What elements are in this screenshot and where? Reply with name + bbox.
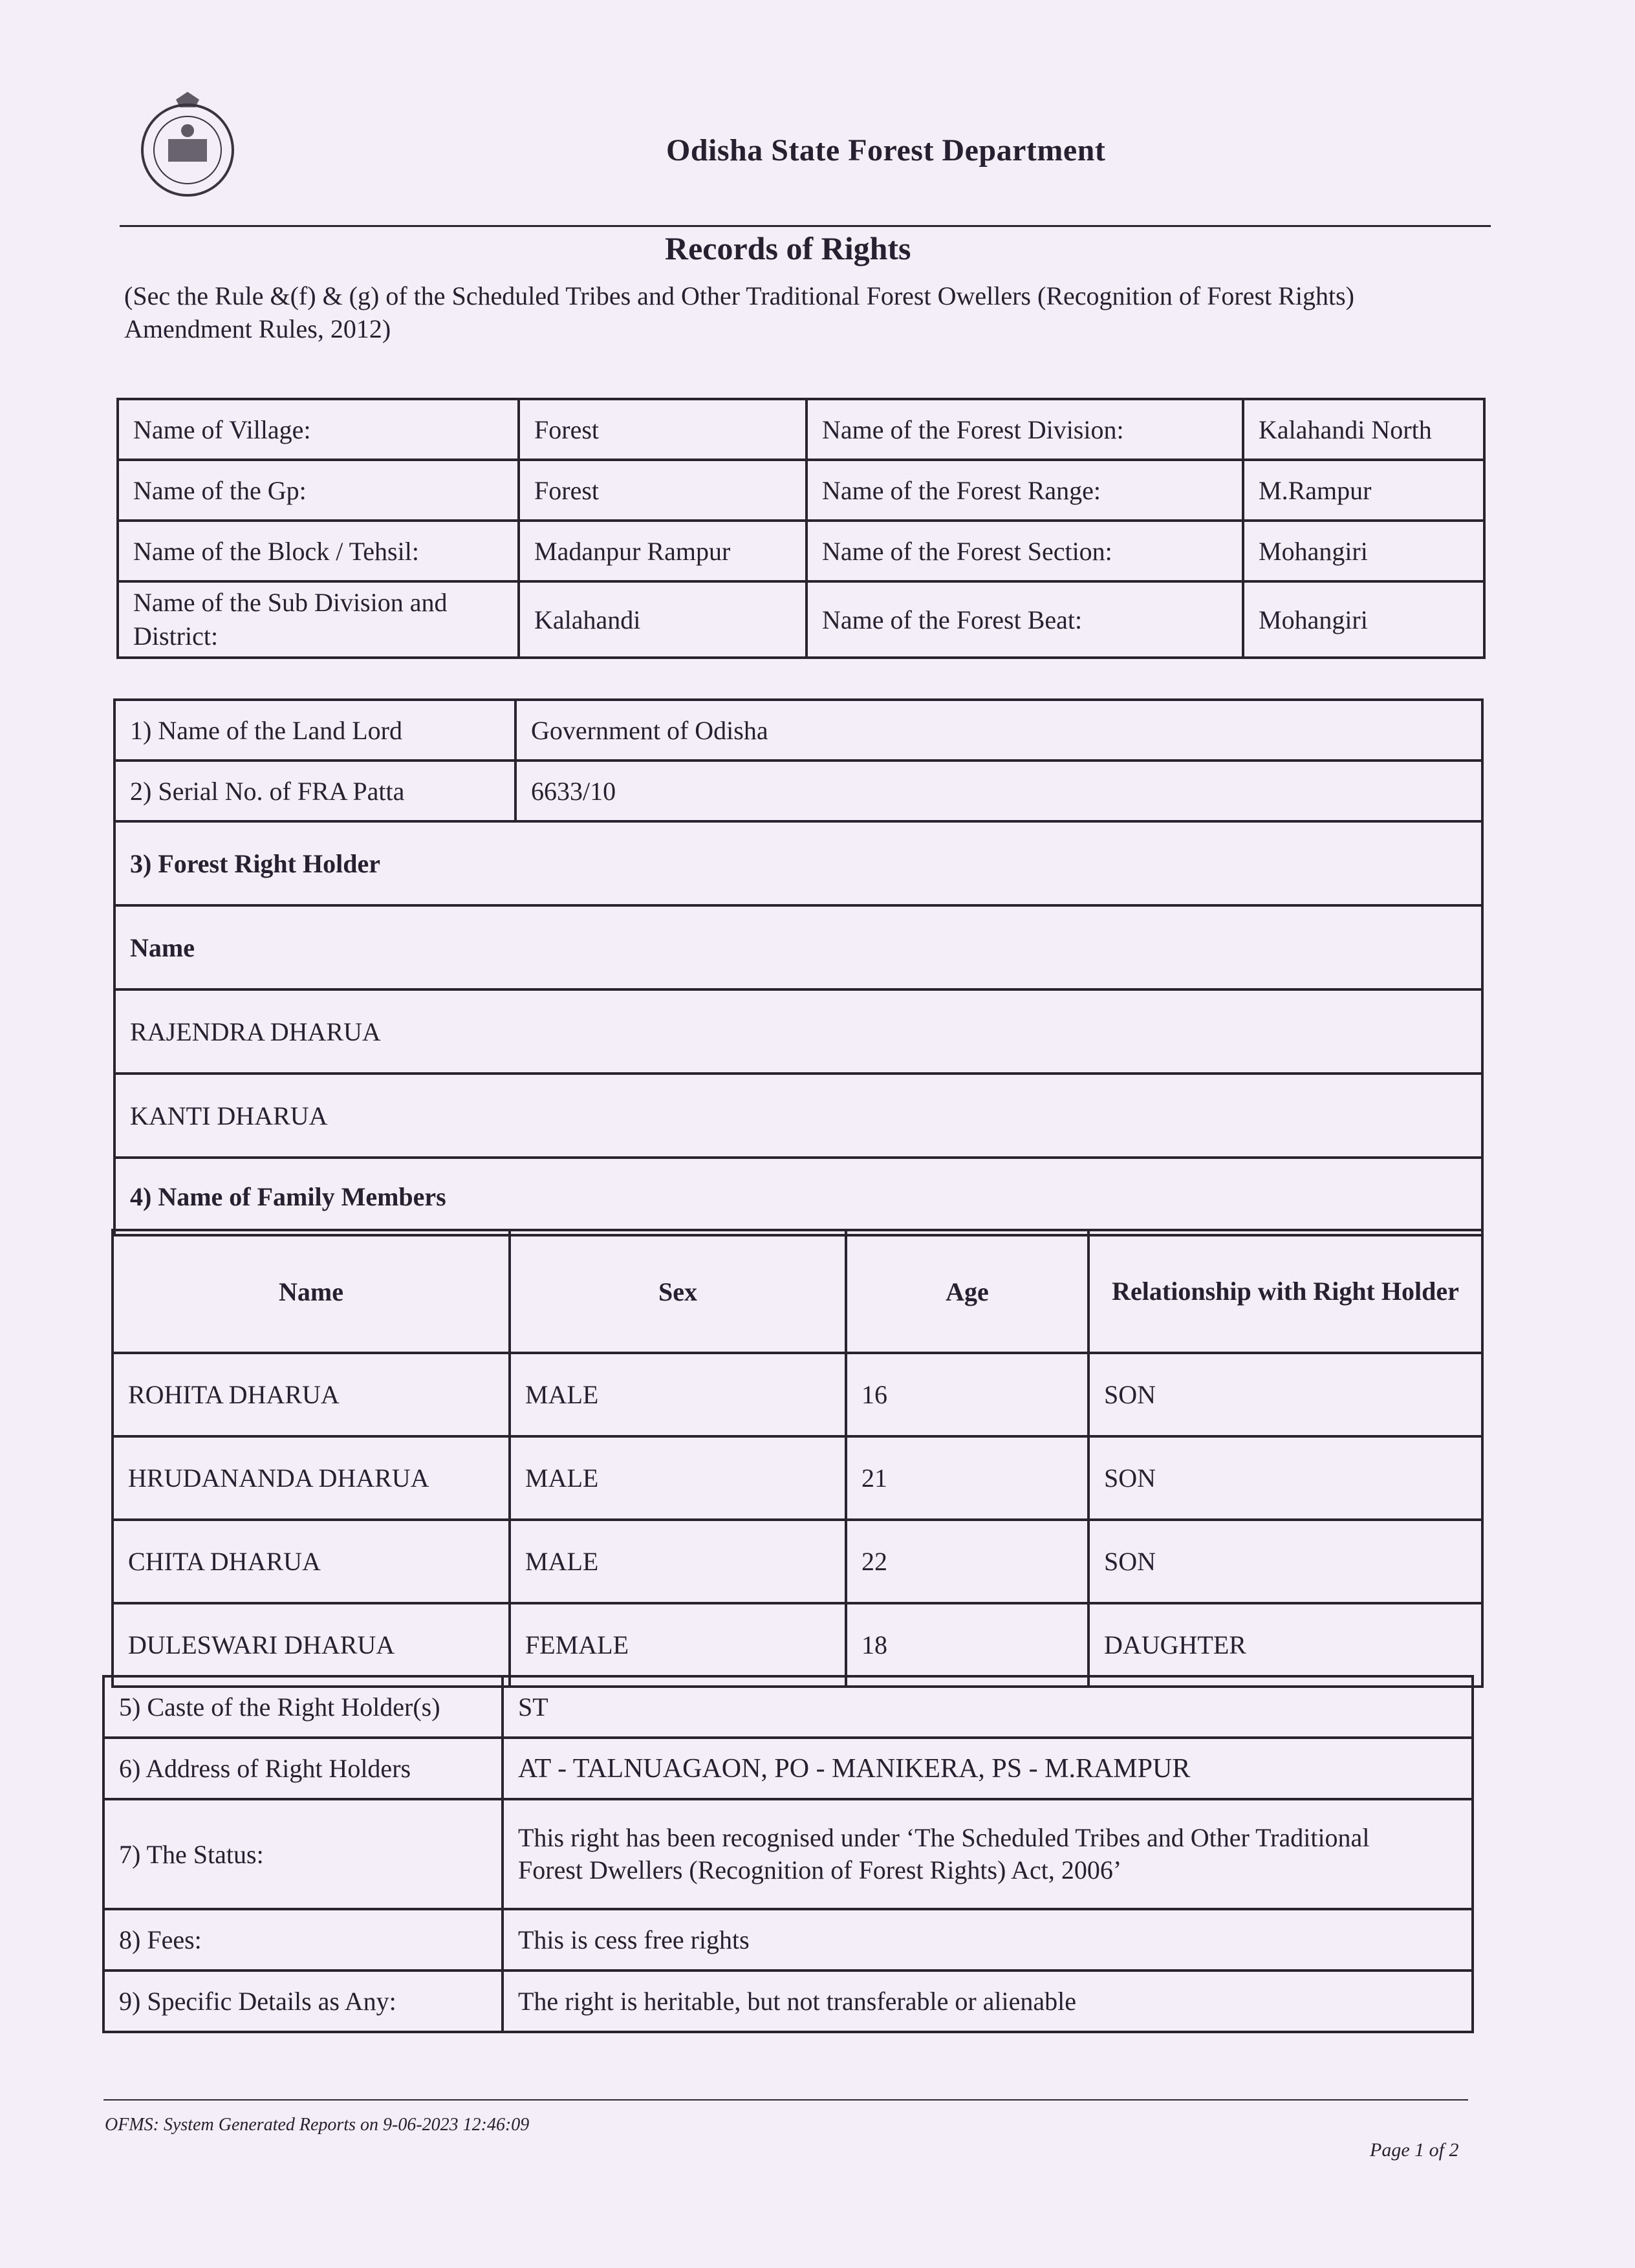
family-members-heading: 4) Name of Family Members: [114, 1158, 1482, 1235]
village-label: Name of Village:: [118, 399, 519, 460]
family-members-table: [111, 1229, 1484, 1688]
table-row: [118, 521, 1484, 581]
member-name: CHITA DHARUA: [113, 1520, 510, 1603]
holder-name-header: Name: [114, 905, 1482, 989]
caste-label: 5) Caste of the Right Holder(s): [103, 1676, 503, 1738]
table-row: [113, 1520, 1482, 1603]
table-row: [114, 700, 1482, 761]
table-row: [113, 1436, 1482, 1520]
document-title: Records of Rights: [665, 230, 911, 266]
table-row: [103, 1909, 1473, 1971]
district-value: Kalahandi: [519, 581, 807, 658]
document-subtitle: (Sec the Rule &(f) & (g) of the Scheduled Tribes and Other Traditional Forest Owellers (Recognition of Forest Rights) Amendment Rules, 2012): [124, 281, 1354, 343]
table-row: [113, 1230, 1482, 1353]
table-row: [118, 581, 1484, 658]
member-name: DULESWARI DHARUA: [113, 1603, 510, 1687]
member-sex: MALE: [510, 1436, 846, 1520]
specific-details-value: The right is heritable, but not transferable or alienable: [503, 1971, 1473, 2032]
caste-value: ST: [503, 1676, 1473, 1738]
block-label: Name of the Block / Tehsil:: [118, 521, 519, 581]
table-row: [103, 1738, 1473, 1799]
table-row: [114, 989, 1482, 1074]
member-relation: SON: [1088, 1520, 1482, 1603]
member-age: 16: [846, 1353, 1088, 1436]
location-table: [116, 398, 1486, 659]
column-header-age: Age: [846, 1230, 1088, 1353]
holder-table: [113, 698, 1484, 1237]
address-label: 6) Address of Right Holders: [103, 1738, 503, 1799]
table-row: [114, 905, 1482, 989]
village-value: Forest: [519, 399, 807, 460]
patta-label: 2) Serial No. of FRA Patta: [114, 761, 515, 821]
patta-value: 6633/10: [515, 761, 1482, 821]
department-title: Odisha State Forest Department: [666, 133, 1106, 167]
status-value: This right has been recognised under ‘The Scheduled Tribes and Other Traditional Forest Dwellers (Recognition of Forest Rights) Act, 2006’: [503, 1799, 1473, 1909]
forest-beat-label: Name of the Forest Beat:: [807, 581, 1243, 658]
forest-beat-value: Mohangiri: [1243, 581, 1484, 658]
table-row: [113, 1603, 1482, 1687]
column-header-relationship: Relationship with Right Holder: [1088, 1230, 1482, 1353]
member-relation: SON: [1088, 1353, 1482, 1436]
forest-section-label: Name of the Forest Section:: [807, 521, 1243, 581]
forest-division-value: Kalahandi North: [1243, 399, 1484, 460]
forest-range-label: Name of the Forest Range:: [807, 460, 1243, 521]
member-relation: DAUGHTER: [1088, 1603, 1482, 1687]
gp-value: Forest: [519, 460, 807, 521]
page-number: Page 1 of 2: [1370, 2139, 1459, 2161]
details-table: [102, 1675, 1474, 2033]
footer-divider: [103, 2099, 1468, 2101]
holder-name-2: KANTI DHARUA: [114, 1074, 1482, 1158]
forest-division-label: Name of the Forest Division:: [807, 399, 1243, 460]
fees-value: This is cess free rights: [503, 1909, 1473, 1971]
forest-section-value: Mohangiri: [1243, 521, 1484, 581]
table-row: [113, 1353, 1482, 1436]
land-lord-label: 1) Name of the Land Lord: [114, 700, 515, 761]
member-age: 22: [846, 1520, 1088, 1603]
member-sex: FEMALE: [510, 1603, 846, 1687]
block-value: Madanpur Rampur: [519, 521, 807, 581]
holder-name-1: RAJENDRA DHARUA: [114, 989, 1482, 1074]
gp-label: Name of the Gp:: [118, 460, 519, 521]
table-row: [114, 821, 1482, 905]
table-row: [114, 1074, 1482, 1158]
member-relation: SON: [1088, 1436, 1482, 1520]
table-row: [114, 761, 1482, 821]
specific-details-label: 9) Specific Details as Any:: [103, 1971, 503, 2032]
fees-label: 8) Fees:: [103, 1909, 503, 1971]
address-value: AT - TALNUAGAON, PO - MANIKERA, PS - M.RAMPUR: [503, 1738, 1473, 1799]
forest-right-holder-heading: 3) Forest Right Holder: [114, 821, 1482, 905]
column-header-sex: Sex: [510, 1230, 846, 1353]
table-row: [118, 460, 1484, 521]
header-divider: [120, 225, 1491, 227]
member-sex: MALE: [510, 1520, 846, 1603]
table-row: [103, 1971, 1473, 2032]
odisha-emblem-logo: [136, 91, 239, 204]
status-label: 7) The Status:: [103, 1799, 503, 1909]
member-age: 18: [846, 1603, 1088, 1687]
member-name: HRUDANANDA DHARUA: [113, 1436, 510, 1520]
table-row: [118, 399, 1484, 460]
table-row: [103, 1799, 1473, 1909]
member-name: ROHITA DHARUA: [113, 1353, 510, 1436]
column-header-name: Name: [113, 1230, 510, 1353]
table-row: [114, 1158, 1482, 1235]
generated-timestamp: OFMS: System Generated Reports on 9-06-2023 12:46:09: [105, 2115, 530, 2135]
table-row: [103, 1676, 1473, 1738]
member-age: 21: [846, 1436, 1088, 1520]
member-sex: MALE: [510, 1353, 846, 1436]
forest-range-value: M.Rampur: [1243, 460, 1484, 521]
land-lord-value: Government of Odisha: [515, 700, 1482, 761]
district-label: Name of the Sub Division and District:: [118, 581, 519, 658]
